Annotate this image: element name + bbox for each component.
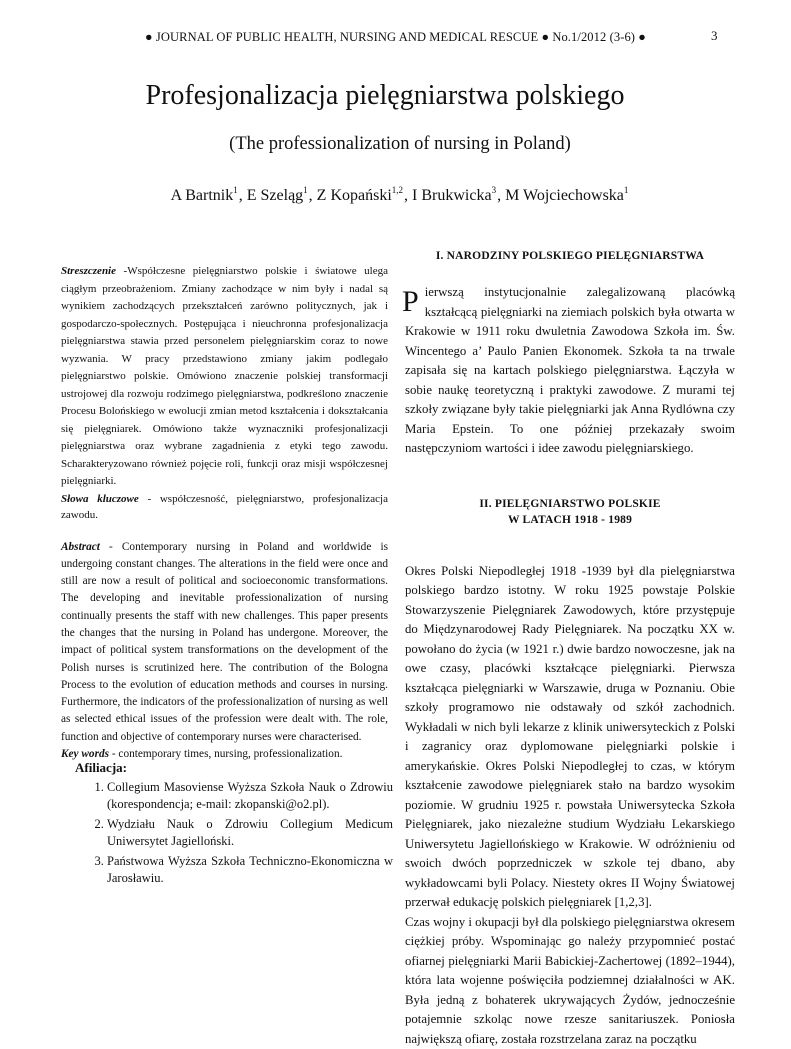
author: A Bartnik$^1$,: [171, 187, 247, 204]
author: M Wojciechowska$^1$: [505, 187, 629, 204]
section-1-paragraph: Pierwszą instytucjonalnie zalegalizowaną placówką kształcącą pielęgniarki na ziemiach polskich była otwarta w Krakowie w 1911 roku dwuletnia Zawodowa Szkoła im. Św. Wincentego a’ Paulo Panien Ekonomek. Szkoła ta na trwale zapisała się na kartach polskiego pielęgniarstwa. Łączyła w sobie naukę teoretyczną i praktyki zawodowe. Z murami tej szkoły związane były takie pielęgniarki jak Anna Rydlówna czy Maria Epstein. To one później przekazały swoim następczyniom wartości i idee zawodu pielęgniarskiego.: [405, 283, 735, 459]
affiliation-item: 1. Collegium Masoviense Wyższa Szkoła Nauk o Zdrowiu (korespondencja; e-mail: zkopanski@o2.pl).: [107, 779, 393, 814]
author: Z Kopański$^{1,2}$,: [317, 187, 412, 204]
section-1: [405, 248, 735, 459]
english-keywords: Key words - contemporary times, nursing, professionalization.: [61, 746, 388, 762]
author: I Brukwicka$^3$,: [412, 187, 505, 204]
body-column: [405, 248, 735, 1049]
abstract-label: Abstract: [61, 541, 100, 553]
section-2: [405, 496, 735, 1049]
affiliations: [75, 759, 393, 890]
abstract-paragraph: Abstract - Contemporary nursing in Poland and worldwide is undergoing constant changes. The alterations in the field were once and still are now a result of political and socioeconomic transformations. The developing and inevitable professionalization of nursing continually presents the staff with new challenges. This paper presents the changes that the nursing in Poland has undergone. Moreover, the impact of political system transformations on the development of the Polish nurses is scrutinized here. The contribution of the Bologna Process to the evolution of education methods and courses in nursing. Furthermore, the indicators of the professionalization of nursing as well as selected ethical issues of the profession were dealt with. The role, function and objective of contemporary nurses were characterised.: [61, 539, 388, 747]
section-2-paragraph: Czas wojny i okupacji był dla polskiego pielęgniarstwa okresem ciężkiej próby. Wspominając go należy przypomnieć postać ofiarnej pielęgniarki Marii Babickiej-Zachertowej (1892–1944), która lata wojenne poświęciła podziemnej działalności w AK. Była jedną z bohaterek ukrywających Żydów, jednocześnie potajemnie szkoląc nowe rzesze sanitariuszek. Poniosła największą ofiarę, została rozstrzelana zaraz na początku: [405, 913, 735, 1049]
section-2-heading: II. PIELĘGNIARSTWO POLSKIE W LATACH 1918 - 1989: [405, 496, 735, 528]
dropcap: P: [402, 288, 419, 316]
abstract-column: [61, 263, 388, 762]
polish-keywords: Słowa kluczowe - współczesność, pielęgniarstwo, profesjonalizacja zawodu.: [61, 491, 388, 523]
section-2-paragraph: Okres Polski Niepodległej 1918 -1939 był dla pielęgniarstwa polskiego bardzo istotny. W roku 1925 powstaje Polskie Stowarzyszenie Pielęgniarek Zawodowych, które przystępuje do Międzynarodowej Rady Pielęgniarek. Na początku XX w. powołano do życia (w 1921 r.) dwie bardzo nowoczesne, jak na owe czasy, placówki kształcące pielęgniarki. Pierwsza kształcąca pielęgniarki w Warszawie, druga w Poznaniu. Obie szkoły programowo nie odstawały od szkół zachodnich. Wykładali w nich byli lekarze z klinik uniwersyteckich z Polski i zagranicy oraz dyplomowane pielęgniarki polskie i amerykańskie. Okres Polski Niepodległej to czas, w którym kształcenie zawodowe pielęgniarek stało na bardzo wysokim poziomie. W grudniu 1925 r. powstała Uniwersytecka Szkoła Pielęgniarek, jako niezależne studium Wydziału Lekarskiego Uniwersytetu Jagiellońskiego w Krakowie. W odróżnieniu od swoich dwóch poprzedniczek w szkole tej dbano, aby wykładowcami byli Polacy. Niestety okres II Wojny Światowej przerwał edukację polskich pielęgniarek [1,2,3].: [405, 562, 735, 913]
journal-header: ● JOURNAL OF PUBLIC HEALTH, NURSING AND MEDICAL RESCUE ● No.1/2012 (3-6) ●: [0, 30, 791, 45]
paper-subtitle: (The professionalization of nursing in Poland): [0, 134, 791, 155]
streszczenie-paragraph: Streszczenie -Współczesne pielęgniarstwo polskie i światowe ulega ciągłym przeobrażeniom. Zmiany zachodzące w nim były i nadal są wynikiem zachodzących przekształceń zarówno politycznych, jak i gospodarczo-społecznych. Postępująca i nieuchronna profesjonalizacja pielęgniarstwa stawia przed personelem pielęgniarskim coraz to nowe wyzwania. W pracy przedstawiono zmiany jakim podlegało pielęgniarstwo polskie. Omówiono znaczenie polskiej transformacji ustrojowej dla rozwoju rodzimego pielęgniarstwa, podkreślono znaczenie Procesu Bolońskiego w ewolucji zmian metod kształcenia i dokształcania się pielęgniarek. Omówiono także wyznaczniki profesjonalizacji pielęgniarstwa oraz wybrane zagadnienia z etyki tego zawodu. Scharakteryzowano również pojęcie roli, funkcji oraz misji współczesnej pielęgniarki.: [61, 263, 388, 491]
affiliation-item: 2. Wydziału Nauk o Zdrowiu Collegium Medicum Uniwersytet Jagielloński.: [107, 816, 393, 851]
streszczenie-label: Streszczenie: [61, 265, 116, 277]
page-number: 3: [711, 28, 718, 44]
affiliations-heading: Afiliacja:: [75, 759, 393, 777]
author-list: [0, 185, 791, 205]
affiliation-item: 3. Państwowa Wyższa Szkoła Techniczno-Ekonomiczna w Jarosławiu.: [107, 853, 393, 888]
author: E Szeląg$^1$,: [247, 187, 317, 204]
paper-title: Profesjonalizacja pielęgniarstwa polskiego: [0, 80, 770, 112]
section-1-heading: I. NARODZINY POLSKIEGO PIELĘGNIARSTWA: [405, 248, 735, 264]
